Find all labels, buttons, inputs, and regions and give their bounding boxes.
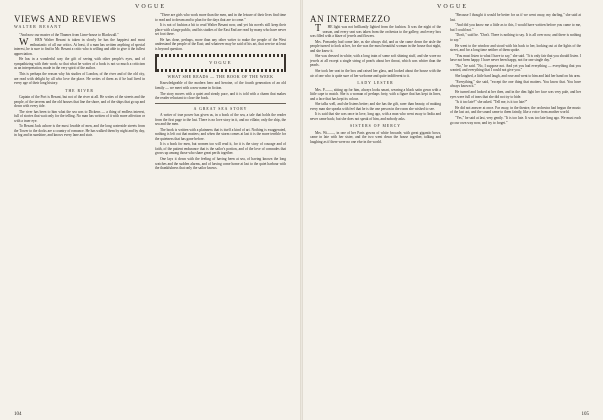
paragraph: "Is it too late?" she asked. "Tell me, is it too late?" (455, 100, 528, 105)
paragraph: One lays it down with the feeling of having been at sea, of having known the long watches and the sudden alarms, and of having come home at last to the quiet harbour with the thankfulness that only the sailor knows. (155, 157, 286, 171)
paragraph: "And did you know me a little as to this, I would have written before you came to me, but I could not." (450, 23, 581, 32)
divider (155, 103, 286, 104)
left-column-1 (14, 13, 145, 409)
paragraph: He did not answer at once. Far away, in the theatre, the orchestra had begun the music of the last act, and the sound came to them faintly, like a voice from another world. (450, 105, 581, 115)
paragraph: This is perhaps the reason why his studies of London, of the river and of the old city, are read with delight by all who love the place. He writes of them as if he had lived in every age of their long history. (14, 72, 145, 86)
subhead: A GREAT SEA STORY (193, 106, 248, 111)
paragraph: "Yes," he said at last, very gently. "It is too late. It was too late long ago. We must each go our own way now, and try to forget." (450, 116, 581, 125)
paragraph: Captain of the Port is Besant, but not of the river at all. He writes of the streets and the people, of the taverns and the old houses that line the shore, and of the ships that go up and down with every tide. (14, 95, 145, 109)
paragraph: Mrs. P——, sitting up for him, always looks smart, wearing a black satin gown with a little cape to match. She is a woman of perhaps forty, with a figure that has kept its lines, and a face that has kept its colour. (310, 87, 441, 101)
paragraph: She laughed, a little hard laugh, and rose and went to him and laid her hand on his arm. (455, 74, 581, 79)
paragraph: THE light was not brilliantly lighted from the fashion. It was the night of the season, and every seat was taken from the orchestra to the gallery, and every box was filled with a blaze of jewels and flowers. (310, 23, 441, 38)
paragraph: She took her seat in the box and raised her glass, and looked about the house with the air of one who is quite sure of her welcome and quite indifferent to it. (310, 69, 441, 78)
paragraph: Knowledgeable of the modern hero and heroine, of the fourth generation of an old family — we meet with a new name in fiction. (155, 81, 286, 90)
page-number-right: 105 (581, 412, 589, 417)
section-title-intermezzo: AN INTERMEZZO (310, 14, 391, 24)
paragraph: The story moves with a quiet and steady pace, and it is told with a charm that makes the reader reluctant to close the book. (155, 91, 286, 101)
paragraph: He has done, perhaps, more than any other writer to make the people of the West understand the people of the East; and whatever may be said of his art, that service at least is beyond question. (155, 37, 286, 51)
paragraph: She was dressed in white, with a long train of some soft shining stuff, and she wore no jewels at all except a single string of pearls about her throat, which was whiter than the pearls. (310, 54, 441, 68)
byline: WALTER BESANT (14, 24, 63, 29)
paragraph: It is not of fashion a bit to read Walter Besant now, and yet his novels still keep their place with a large public, and his studies of the East End are read by many who have never set foot there. (155, 23, 286, 37)
paragraph: WHEN Walter Besant is taken in slowly he has the happiest and most enthusiastic of all our critics. At least, if a man has written anything of special interest, he is sure to find in Mr. Besant a critic who is willing and able to give it the fullest appreciation. (14, 36, 145, 56)
paragraph: "Because I thought it would be better for us if we went away, my darling," she said at last. (450, 13, 581, 22)
paragraph: He turned and looked at her then, and in the dim light her face was very pale, and her eyes were full of tears that she did not try to hide. (450, 90, 581, 99)
running-head-right: VOGUE (437, 4, 468, 10)
paragraph: To Besant Jack ashore is the most lovable of men, and the long waterside streets from the Tower to the docks are a country of romance. He has walked them by night and by day, in fog and in sunshine, and knows every lane and stair. (14, 124, 145, 138)
paragraph: "Everything," she said, "except the one thing that matters. You know that. You have always known it." (450, 79, 581, 89)
paragraph: "Don't," said he. "Don't. There is nothing to say. It is all over now, and there is nothing to say." (450, 33, 581, 42)
page-number-left: 104 (14, 412, 22, 417)
paragraph: Mrs. Ponsonby had come late, as she always did, and as she came down the aisle the people turned to look at her, for she was the most beautiful woman in the house that night, and she knew it. (310, 39, 441, 53)
paragraph: "There are girls who work more than the men, and in the leisure of their lives find time to read and to dream and to plan for the days that are to come." (155, 13, 286, 22)
left-column-2 (155, 13, 286, 409)
left-page (0, 0, 301, 420)
paragraph: He has in a wonderful way the gift of seeing with other people's eyes, and of sympathizing with their work; so that what he writes of a book is not so much a criticism as an interpretation, made in the very spirit of the author. (14, 57, 145, 71)
ornamental-banner (155, 54, 286, 72)
paragraph: He went to the window and stood with his back to her, looking out at the lights of the street, and for a long time neither of them spoke. (450, 43, 581, 53)
paragraph: It is said that she was once in love, long ago, with a man who went away to India and never came back; but she does not speak of him, and nobody asks. (310, 112, 441, 121)
subhead: SISTERS OF MERCY (349, 124, 402, 129)
paragraph: She talks well, and she listens better; and she has the gift, rarer than beauty, of making every man she speaks with feel that he is the one person in the room she wished to see. (310, 102, 441, 111)
paragraph: It is a book for men, but women too will read it, for it is the story of courage and of faith, of the patient endurance that is the sailor's portion, and of the love of comrades that grows up among those who share great perils together. (155, 142, 286, 156)
section-title-views-and-reviews: VIEWS AND REVIEWS (14, 14, 117, 24)
right-column-1 (310, 13, 441, 409)
paragraph: Mrs. Wi——, in one of her Paris gowns of white brocade, with great gigantic bows, came in late with her sister, and the two went down the house together, talking and laughing as if there were no one else in the world. (310, 130, 441, 144)
subhead: LADY LESTER (357, 81, 394, 86)
right-page (302, 0, 603, 420)
paragraph: "You must listen to what I have to say," she said. "It is only fair that you should listen. I have not been happy. I have never been happy, not for one single day." (450, 53, 581, 63)
box-heading: WHAT SHE READS — THE BOOK OF THE WEEK (167, 74, 274, 80)
right-column-2 (450, 13, 581, 409)
paragraph: The book is written with a plainness that is itself a kind of art. Nothing is exaggerated, nothing is left out that matters; and when the storm comes at last it is the more terrible for the quietness that has gone before. (155, 127, 286, 141)
ornament-label: VOGUE (209, 60, 232, 66)
subhead: THE RIVER (65, 88, 94, 93)
paragraph: "And now our master of the Thames from Lime-house to Blackwall." (19, 32, 119, 37)
paragraph: The river has been to him what the sea was to Dickens — a thing of endless interest, full of stories that wait only for the telling. No man has written of it with more affection or with a truer eye. (14, 109, 145, 123)
running-head-left: VOGUE (135, 4, 166, 10)
paragraph: "No," he said. "No, I suppose not. And yet you had everything — everything that you wanted, and everything that I could not give you." (450, 63, 581, 73)
paragraph: A writer of true power has given us, in a book of the sea, a tale that holds the reader from the first page to the last. There is no love story in it, and no villain; only the ship, the sea and the men. (155, 113, 286, 127)
